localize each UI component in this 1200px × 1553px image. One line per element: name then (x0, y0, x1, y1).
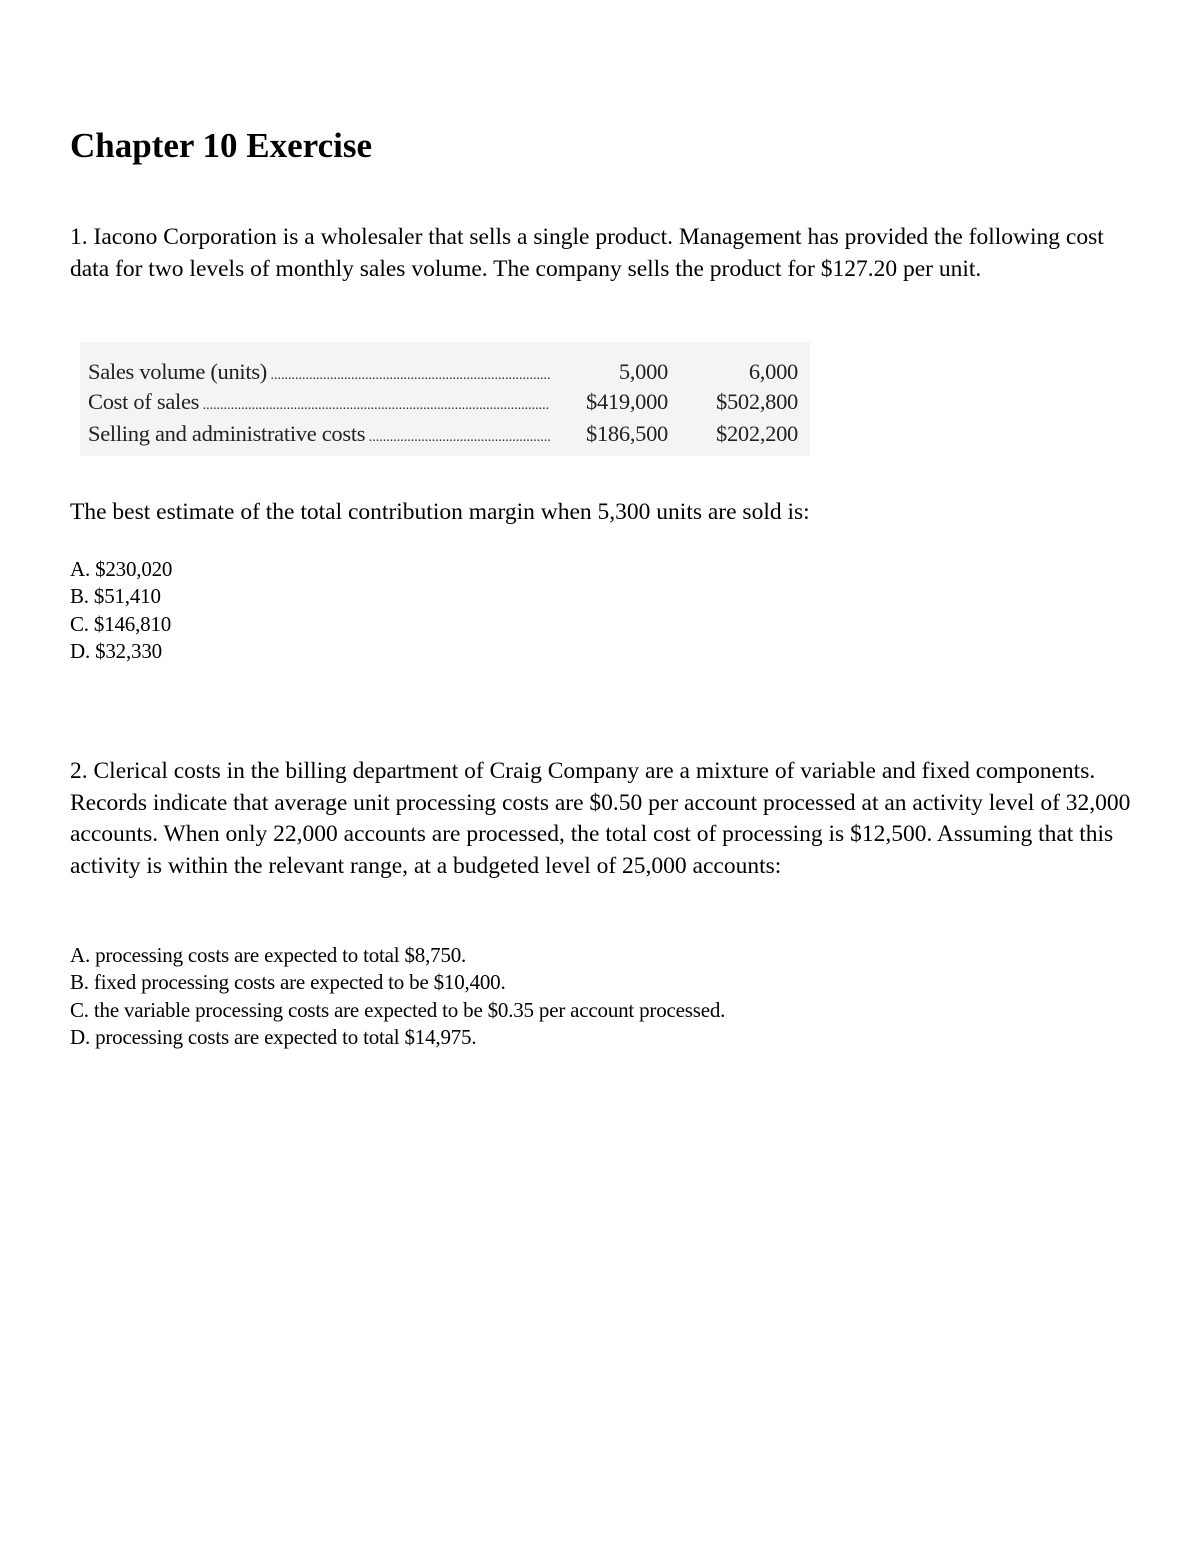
question-2-text: 2. Clerical costs in the billing department of Craig Company are a mixture of variable and fixed components. Records indicate that average unit processing costs are $0.50 per account processed at an activity level of 32,000 accounts. When only 22,000 accounts are processed, the total cost of processing is $12,500. Assuming that this activity is within the relevant range, at a budgeted level of 25,000 accounts: (70, 758, 1131, 879)
row-label: Sales volume (units) ..... (88, 357, 550, 391)
value-6000-units: 6,000 (748, 359, 798, 384)
option-c[interactable]: C. the variable processing costs are expected to be $0.35 per account processed. (70, 997, 726, 1022)
option-d[interactable]: D. processing costs are expected to total $14,975. (70, 1024, 477, 1049)
table-row (80, 387, 810, 418)
option-d[interactable]: D. $32,330 (70, 638, 162, 663)
option-b[interactable]: B. $51,410 (70, 584, 161, 609)
question-1-options (70, 556, 1138, 665)
value-6000-units: $502,800 (716, 389, 798, 414)
table-row (80, 357, 810, 388)
table-row (80, 419, 810, 450)
option-b[interactable]: B. fixed processing costs are expected to be $10,400. (70, 970, 506, 995)
value-5000-units: $186,500 (586, 421, 668, 446)
value-5000-units: $419,000 (586, 389, 668, 414)
cost-data-table (80, 342, 810, 456)
value-5000-units: 5,000 (618, 359, 668, 384)
option-c[interactable]: C. $146,810 (70, 611, 172, 636)
row-label: Selling and administrative costs ..... (88, 419, 550, 453)
option-a[interactable]: A. processing costs are expected to total $8,750. (70, 943, 467, 967)
question-1-text: 1. Iacono Corporation is a wholesaler that sells a single product. Management has provided the following cost data for two levels of monthly sales volume. The company sells the product for $127.20 per unit. (70, 224, 1104, 282)
question-2-options (70, 942, 1138, 1051)
page-title: Chapter 10 Exercise (70, 126, 372, 165)
row-label: Cost of sales ..... (88, 387, 550, 421)
option-a[interactable]: A. $230,020 (70, 557, 173, 581)
question-1-prompt: The best estimate of the total contribution margin when 5,300 units are sold is: (70, 499, 810, 525)
value-6000-units: $202,200 (716, 421, 798, 446)
